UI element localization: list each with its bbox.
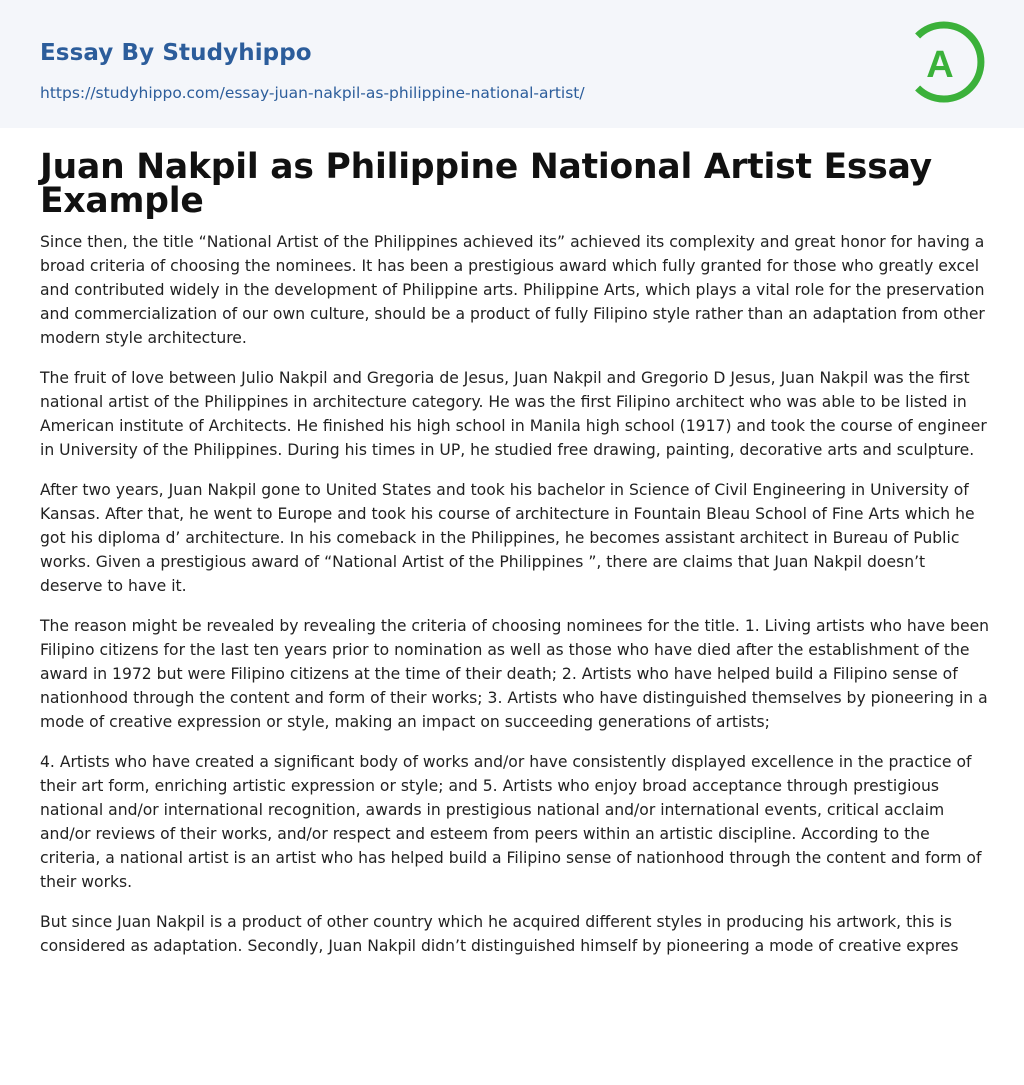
logo-letter: A [926, 44, 954, 86]
studyhippo-logo-icon[interactable] [897, 20, 985, 104]
site-brand[interactable]: Essay By Studyhippo [40, 40, 312, 66]
site-header [0, 0, 1024, 128]
essay-paragraph: But since Juan Nakpil is a product of other country which he acquired different styles in producing his artwork, this is considered as adaptation. Secondly, Juan Nakpil didn’t distinguished himself by pioneering a mode of creative expres [40, 913, 959, 955]
essay-title: Juan Nakpil as Philippine National Artist Essay Example [40, 147, 932, 221]
essay-paragraph: The fruit of love between Julio Nakpil and Gregoria de Jesus, Juan Nakpil and Gregorio D Jesus, Juan Nakpil was the first national artist of the Philippines in architecture category. He was the first Filipino architect who was able to be listed in American institute of Architects. He finished his high school in Manila high school (1917) and took the course of engineer in University of the Philippines. During his times in UP, he studied free drawing, painting, decorative arts and sculpture. [40, 369, 987, 459]
essay-paragraph: After two years, Juan Nakpil gone to United States and took his bachelor in Science of Civil Engineering in University of Kansas. After that, he went to Europe and took his course of architecture in Fountain Bleau School of Fine Arts which he got his diploma d’ architecture. In his comeback in the Philippines, he becomes assistant architect in Bureau of Public works. Given a prestigious award of “National Artist of the Philippines ”, there are claims that Juan Nakpil doesn’t deserve to have it. [40, 481, 975, 595]
essay-paragraph: Since then, the title “National Artist of the Philippines achieved its” achieved its complexity and great honor for having a broad criteria of choosing the nominees. It has been a prestigious award which fully granted for those who greatly excel and contributed widely in the development of Philippine arts. Philippine Arts, which plays a vital role for the preservation and commercialization of our own culture, should be a product of fully Filipino style rather than an adaptation from other modern style architecture. [40, 233, 985, 347]
essay-paragraph: The reason might be revealed by revealing the criteria of choosing nominees for the title. 1. Living artists who have been Filipino citizens for the last ten years prior to nomination as well as those who have died after the establishment of the award in 1972 but were Filipino citizens at the time of their death; 2. Artists who have helped build a Filipino sense of nationhood through the content and form of their works; 3. Artists who have distinguished themselves by pioneering in a mode of creative expression or style, making an impact on succeeding generations of artists; [40, 617, 990, 731]
article-body [40, 147, 990, 974]
source-url-link[interactable]: https://studyhippo.com/essay-juan-nakpil-as-philippine-national-artist/ [40, 84, 585, 102]
essay-paragraph: 4. Artists who have created a significant body of works and/or have consistently displayed excellence in the practice of their art form, enriching artistic expression or style; and 5. Artists who enjoy broad acceptance through prestigious national and/or international recognition, awards in prestigious national and/or international events, critical acclaim and/or reviews of their works, and/or respect and esteem from peers within an artistic discipline. According to the criteria, a national artist is an artist who has helped build a Filipino sense of nationhood through the content and form of their works. [40, 753, 982, 891]
